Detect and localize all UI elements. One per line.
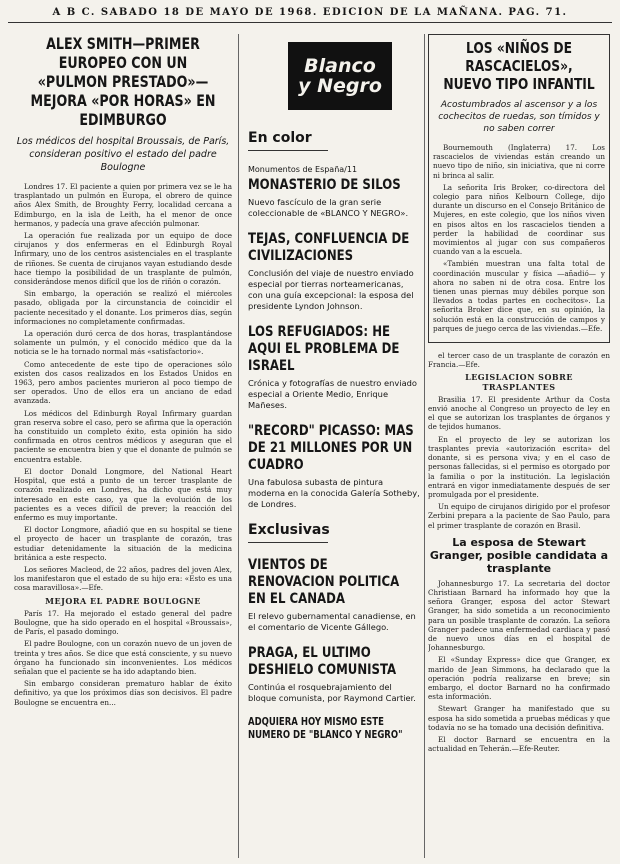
paragraph: El doctor Barnard se encuentra en la actualidad en Teherán.—Efe-Reuter. [428,734,610,754]
article-body [14,182,232,707]
paragraph: Como antecedente de este tipo de operaciones sólo existen dos casos realizados en los Estados Unidos en 1963, pero ambos pacientes murieron al poco tiempo de ser operados. Uno de ellos era un anciano de edad avanzada. [14,359,232,406]
headline-granger: La esposa de Stewart Granger, posible candidata a trasplante [429,535,609,575]
paragraph: Sin embargo, la operación se realizó el miércoles pasado, obligada por la circunstancia de coincidir el paciente necesitado y el donante. Los primeros días, según informaciones no completamente confirmadas. [14,289,232,326]
item-desc: El relevo gubernamental canadiense, en el comentario de Vicente Gállego. [248,611,416,632]
column-ad-blanco-y-negro [244,34,420,858]
paragraph: el tercer caso de un trasplante de corazón en Francia.—Efe. [428,351,610,370]
paragraph: Stewart Granger ha manifestado que su esposa ha sido sometida a pruebas médicas y que todavía no se ha tomado una decisión definitiva. [428,704,610,732]
section-en-color: En color [248,130,328,151]
paragraph: «También muestran una falta total de coordinación muscular y física —añadió— y ahora no saben ni de otra cosa. Entre los tienen unas piernas muy débiles porque son llevados a todas partes en cochecitos». La señorita Broker dice que, en su opinión, la solución está en la construcción de campos y parques de juego cerca de las viviendas.—Efe. [433,259,605,333]
paragraph: El doctor Donald Longmore, del National Heart Hospital, que está a punto de un tercer trasplante de corazón realizado en Londres, ha dicho que está muy interesado en este caso, ya que la evolución de los pacientes es a veces difícil de prever; la reacción del enfermo es muy importante. [14,466,232,522]
article-body [428,351,610,530]
item-title: TEJAS, CONFLUENCIA DE CIVILIZACIONES [248,231,410,264]
item-desc: Continúa el rosquebrajamiento del bloque comunista, por Raymond Cartier. [248,682,416,703]
item-desc: Crónica y fotografías de nuestro enviado especial a Oriente Medio, Enrique Mañeses. [248,378,418,410]
paragraph: Johannesburgo 17. La secretaria del doctor Christiaan Barnard ha informado hoy que la señora Granger, esposa del actor Stewart Granger, ha sido sometida a un reconocimiento para un posible trasplante de corazón. La señora Granger padece una enfermedad cardiaca y pasó de nuevo unos días en el hospital de Johannesburgo. [428,578,610,653]
subhead-boulogne: MEJORA EL PADRE BOULOGNE [45,595,201,606]
item-desc: Conclusión del viaje de nuestro enviado especial por tierras norteamericanas, con una guía excepcional: la esposa del presidente Lyndon Johnson. [248,268,414,311]
subhead-legislacion: LEGISLACION SOBRE TRASPLANTES [465,372,573,392]
logo-line: y Negro [298,75,382,97]
column-rule [238,34,239,858]
article-body [433,143,605,333]
page-header [8,4,612,23]
item-title: PRAGA, EL ULTIMO DESHIELO COMUNISTA [248,645,397,678]
paragraph: Un equipo de cirujanos dirigido por el profesor Zerbini prepara a la paciente de Sao Paulo, para el primer trasplante de corazón en Brasil. [428,502,610,530]
ad-footer: ADQUIERA HOY MISMO ESTE NUMERO DE "BLANCO Y NEGRO" [248,716,403,741]
logo-line: Blanco [304,55,376,77]
paragraph: La señorita Iris Broker, co-directora del colegio para niños Kelbourn College, dijo durante un discurso en el Consejo Británico de Mujeres, en este colegio, que los niños viven en pisos altos en los rascacielos tienden a perder la habilidad de coordinar sus movimientos al jugar con sus compañeros cuando van a la escuela. [433,182,605,257]
paragraph: París 17. Ha mejorado el estado general del padre Boulogne, que ha sido operado en el hospital «Broussais», de París, el pasado domingo. [14,608,232,637]
paragraph: Los médicos del Edinburgh Royal Infirmary guardan gran reserva sobre el caso, pero se afirma que la operación ha constituido un completo éxito, esta opinión ha sido confirmada en otros centros médicos y aseguran que el paciente se encuentra bien y que el donante de pulmón se encuentra estable. [14,408,232,464]
item-title: LOS REFUGIADOS: HE AQUI EL PROBLEMA DE ISRAEL [248,324,400,374]
section-exclusivas: Exclusivas [248,522,328,543]
header-line: A B C. SABADO 18 DE MAYO DE 1968. EDICION DE LA MAÑANA. PAG. 71. [52,7,568,18]
column-left [14,34,232,858]
blanco-y-negro-logo [288,42,392,110]
headline-rascacielos: LOS «NIÑOS DE RASCACIELOS», NUEVO TIPO INFANTIL [443,39,595,93]
item-desc: Nuevo fascículo de la gran serie coleccionable de «BLANCO Y NEGRO». [248,197,409,218]
item-kicker: Monumentos de España/11 [248,165,358,174]
item-title: VIENTOS DE RENOVACION POLITICA EN EL CANADA [248,557,400,607]
paragraph: Sin embargo consideran prematuro hablar de éxito definitivo, ya que los próximos días son decisivos. El padre Boulogne se encuentra en... [14,679,232,707]
deck-broussais: Los médicos del hospital Broussais, de París, consideran positivo el estado del padre Boulogne [16,136,230,173]
boxed-article [428,34,610,343]
paragraph: El doctor Longmore, añadió que en su hospital se tiene el proyecto de hacer un trasplante de corazón, tras estudiar detenidamente la situación de la medicina británica a este respecto. [14,525,232,562]
item-desc: Una fabulosa subasta de pintura moderna en la conocida Galería Sotheby, de Londres. [248,477,420,509]
column-right [428,34,610,858]
headline-alex-smith: ALEX SMITH—PRIMER EUROPEO CON UN «PULMON PRESTADO»—MEJORA «POR HORAS» EN EDIMBURGO [30,34,216,129]
column-rule [424,34,425,858]
paragraph: La operación fue realizada por un equipo de doce cirujanos y dos enfermeras en el Edinburgh Royal Infirmary, uno de los centros asistenciales en el trasplante de riñones. Se cuenta de cirujanos vayan estudiando desde hace tiempo la posibilidad de un trasplante de pulmón, considerándose menos difícil que los de riñón o corazón. [14,231,232,287]
paragraph: Bournemouth (Inglaterra) 17. Los rascacielos de viviendas están creando un nuevo tipo de niño, sin iniciativa, que ni corre ni brinca al salir. [433,143,605,180]
paragraph: Los señores Macleod, de 22 años, padres del joven Alex, los manifestaron que el estado de su hijo era: «Esto es una cosa maravillosa».—Efe. [14,564,232,593]
paragraph: El padre Boulogne, con un corazón nuevo de un joven de treinta y tres años. Se dice que está consciente, y su nuevo órgano ha funcionado sin inconvenientes. Los médicos señalan que el paciente se ha ido adaptando bien. [14,639,232,676]
article-body [428,579,610,754]
item-title: "RECORD" PICASSO: MAS DE 21 MILLONES POR UN CUADRO [248,423,414,473]
paragraph: El «Sunday Express» dice que Granger, ex marido de Jean Simmons, ha declarado que la operación podría realizarse en breve; sin embargo, el doctor Barnard no ha confirmado esta información. [428,655,610,702]
paragraph: Londres 17. El paciente a quien por primera vez se le ha trasplantado un pulmón en Europa, el obrero de quince años Alex Smith, de Broughty Ferry, localidad cercana a Edimburgo, en la isla de Leith, ha el menor de once hermanos, y padecía una grave afección pulmonar. [14,182,232,228]
paragraph: La operación duró cerca de dos horas, trasplantándose solamente un pulmón, y el conocido médico que da la noticia se le ha tornado normal más «satisfactorio». [14,329,232,357]
deck-rascacielos: Acostumbrados al ascensor y a los cochecitos de ruedas, son tímidos y no saben correr [438,100,600,134]
paragraph: En el proyecto de ley se autorizan los trasplantes previa «autorización escrita» del donante, si es persona viva; y en el caso de personas fallecidas, si el permiso es otorgado por la familia o por la institución. La legislación entrará en vigor inmediatamente después de ser promulgada por el presidente. [428,434,610,499]
paragraph: Brasilia 17. El presidente Arthur da Costa envió anoche al Congreso un proyecto de ley en el que se autorizan los trasplantes de órganos y de tejidos humanos. [428,394,610,432]
item-title: MONASTERIO DE SILOS [248,177,401,193]
